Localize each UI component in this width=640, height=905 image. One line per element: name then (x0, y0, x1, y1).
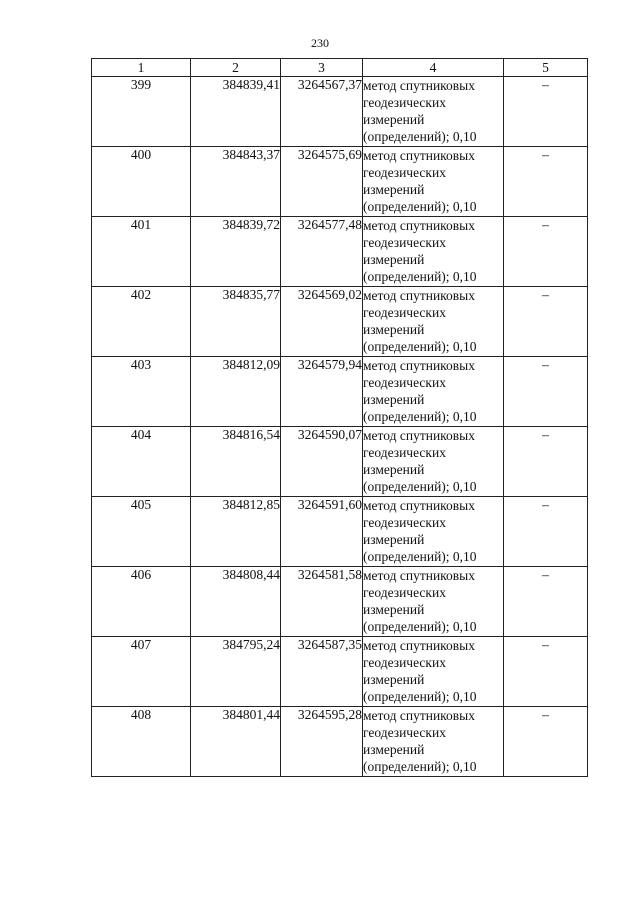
note-dash: – (504, 497, 588, 567)
table-row (92, 287, 588, 357)
method-line: измерений (363, 182, 425, 197)
method-line: измерений (363, 742, 425, 757)
method-line: геодезических (363, 515, 446, 530)
table-row (92, 147, 588, 217)
y-coordinate: 3264595,28 (281, 707, 363, 777)
method-line: геодезических (363, 585, 446, 600)
point-number: 406 (92, 567, 191, 637)
method-line: (определений); 0,10 (363, 759, 477, 774)
y-coordinate: 3264590,07 (281, 427, 363, 497)
method-line: измерений (363, 672, 425, 687)
table-row (92, 427, 588, 497)
point-number: 405 (92, 497, 191, 567)
page-number: 230 (311, 36, 329, 50)
method-line: метод спутниковых (363, 568, 475, 583)
x-coordinate: 384812,09 (191, 357, 281, 427)
method-line: метод спутниковых (363, 498, 475, 513)
method-description (363, 217, 504, 287)
y-coordinate: 3264577,48 (281, 217, 363, 287)
method-description (363, 497, 504, 567)
method-line: метод спутниковых (363, 638, 475, 653)
x-coordinate: 384812,85 (191, 497, 281, 567)
method-line: измерений (363, 602, 425, 617)
method-line: (определений); 0,10 (363, 129, 477, 144)
note-dash: – (504, 637, 588, 707)
table-row (92, 707, 588, 777)
y-coordinate: 3264581,58 (281, 567, 363, 637)
column-header-2: 2 (191, 59, 281, 77)
note-dash: – (504, 427, 588, 497)
method-line: геодезических (363, 165, 446, 180)
note-dash: – (504, 287, 588, 357)
method-line: метод спутниковых (363, 218, 475, 233)
point-number: 403 (92, 357, 191, 427)
column-header-5: 5 (504, 59, 588, 77)
table-row (92, 217, 588, 287)
note-dash: – (504, 707, 588, 777)
method-line: измерений (363, 532, 425, 547)
table-header-row (92, 59, 588, 77)
method-description (363, 357, 504, 427)
method-line: метод спутниковых (363, 428, 475, 443)
point-number: 407 (92, 637, 191, 707)
x-coordinate: 384816,54 (191, 427, 281, 497)
method-line: измерений (363, 462, 425, 477)
point-number: 399 (92, 77, 191, 147)
table-body (92, 77, 588, 777)
method-line: измерений (363, 322, 425, 337)
table-row (92, 567, 588, 637)
table-row (92, 77, 588, 147)
x-coordinate: 384835,77 (191, 287, 281, 357)
y-coordinate: 3264587,35 (281, 637, 363, 707)
method-line: метод спутниковых (363, 78, 475, 93)
method-line: измерений (363, 112, 425, 127)
method-line: (определений); 0,10 (363, 199, 477, 214)
column-header-1: 1 (92, 59, 191, 77)
method-line: (определений); 0,10 (363, 479, 477, 494)
method-line: (определений); 0,10 (363, 549, 477, 564)
note-dash: – (504, 77, 588, 147)
method-line: (определений); 0,10 (363, 339, 477, 354)
method-line: геодезических (363, 655, 446, 670)
method-line: метод спутниковых (363, 358, 475, 373)
note-dash: – (504, 357, 588, 427)
point-number: 408 (92, 707, 191, 777)
method-description (363, 147, 504, 217)
y-coordinate: 3264569,02 (281, 287, 363, 357)
method-line: геодезических (363, 375, 446, 390)
method-line: геодезических (363, 305, 446, 320)
y-coordinate: 3264591,60 (281, 497, 363, 567)
table-row (92, 357, 588, 427)
method-description (363, 637, 504, 707)
method-description (363, 567, 504, 637)
method-line: (определений); 0,10 (363, 689, 477, 704)
table-row (92, 637, 588, 707)
method-line: измерений (363, 252, 425, 267)
column-header-4: 4 (363, 59, 504, 77)
method-line: геодезических (363, 95, 446, 110)
column-header-3: 3 (281, 59, 363, 77)
x-coordinate: 384808,44 (191, 567, 281, 637)
point-number: 401 (92, 217, 191, 287)
x-coordinate: 384839,41 (191, 77, 281, 147)
y-coordinate: 3264567,37 (281, 77, 363, 147)
method-line: метод спутниковых (363, 708, 475, 723)
note-dash: – (504, 217, 588, 287)
method-line: геодезических (363, 445, 446, 460)
method-line: геодезических (363, 235, 446, 250)
method-description (363, 427, 504, 497)
point-number: 400 (92, 147, 191, 217)
method-line: геодезических (363, 725, 446, 740)
table-row (92, 497, 588, 567)
method-line: (определений); 0,10 (363, 619, 477, 634)
note-dash: – (504, 567, 588, 637)
x-coordinate: 384843,37 (191, 147, 281, 217)
method-description (363, 287, 504, 357)
x-coordinate: 384839,72 (191, 217, 281, 287)
method-line: метод спутниковых (363, 148, 475, 163)
method-description (363, 707, 504, 777)
point-number: 402 (92, 287, 191, 357)
x-coordinate: 384795,24 (191, 637, 281, 707)
method-line: (определений); 0,10 (363, 269, 477, 284)
note-dash: – (504, 147, 588, 217)
y-coordinate: 3264575,69 (281, 147, 363, 217)
method-line: (определений); 0,10 (363, 409, 477, 424)
y-coordinate: 3264579,94 (281, 357, 363, 427)
method-description (363, 77, 504, 147)
point-number: 404 (92, 427, 191, 497)
coordinates-table (91, 58, 588, 777)
method-line: метод спутниковых (363, 288, 475, 303)
method-line: измерений (363, 392, 425, 407)
x-coordinate: 384801,44 (191, 707, 281, 777)
